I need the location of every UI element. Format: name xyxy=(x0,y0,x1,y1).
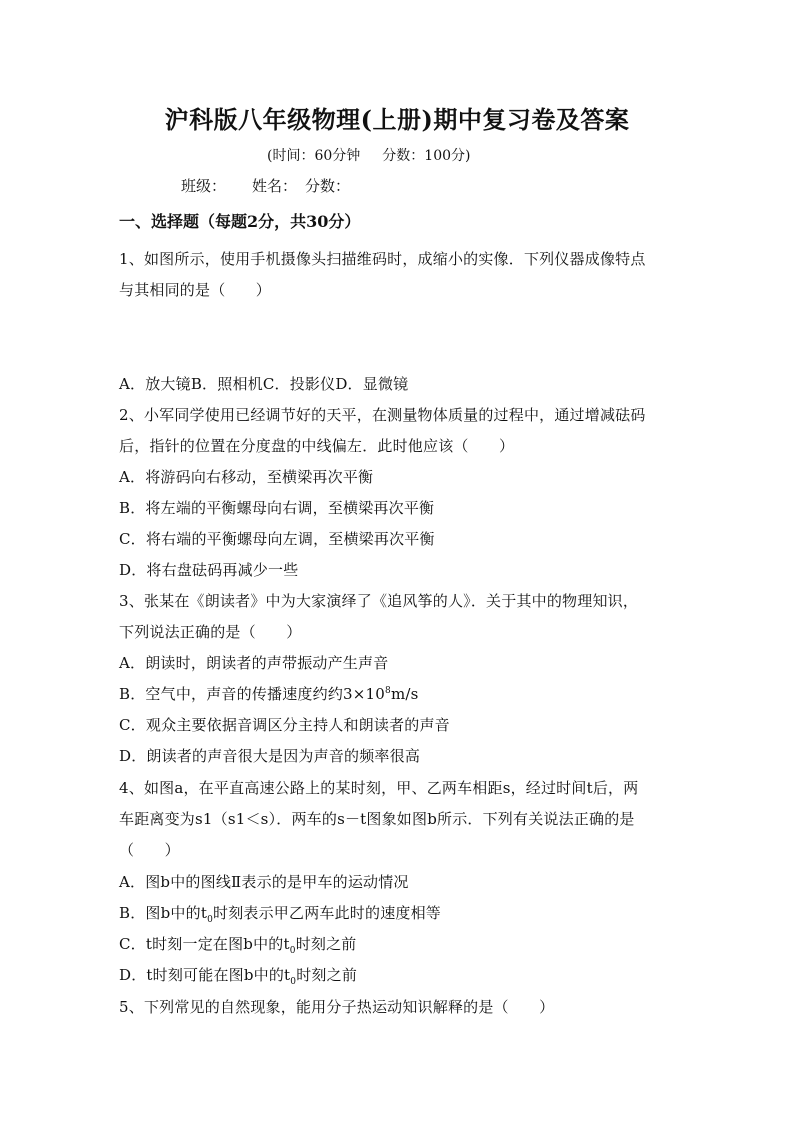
page-title: 沪科版八年级物理(上册)期中复习卷及答案 xyxy=(164,105,630,134)
q4-stem-line1: 4、如图a，在平直高速公路上的某时刻，甲、乙两车相距s，经过时间t后，两 xyxy=(119,779,639,797)
q3-option-a: A．朗读时，朗读者的声带振动产生声音 xyxy=(119,654,389,672)
q3-option-b-unit: m/s xyxy=(390,685,419,703)
q4-option-c xyxy=(119,933,357,956)
q4-option-c-subscript: 0 xyxy=(289,946,296,956)
q3-option-b xyxy=(119,683,419,704)
q4-stem-line3: （ ） xyxy=(119,841,180,859)
q4-option-d xyxy=(119,964,357,987)
q1-stem-line1: 1、如图所示，使用手机摄像头扫描维码时，成缩小的实像．下列仪器成像特点 xyxy=(119,250,646,268)
q4-option-c-rest: 时刻之前 xyxy=(295,935,357,953)
exam-total-score: 分数：100分) xyxy=(382,148,471,164)
q2-option-d: D．将右盘砝码再减少一些 xyxy=(119,561,299,579)
q4-option-b-text: B．图b中的t xyxy=(119,904,208,922)
q4-option-b-subscript: 0 xyxy=(207,915,213,925)
q4-option-b-rest: 时刻表示甲乙两车此时的速度相等 xyxy=(213,904,442,922)
section-heading: 一、选择题（每题2分，共30分） xyxy=(119,212,361,231)
q4-stem-line2: 车距离变为s1（s1＜s）．两车的s－t图象如图b所示．下列有关说法正确的是 xyxy=(119,810,635,828)
q2-option-c: C．将右端的平衡螺母向左调，至横梁再次平衡 xyxy=(119,530,435,548)
q4-option-d-text: D．t时刻可能在图b中的t xyxy=(119,966,291,984)
q2-stem-line2: 后，指针的位置在分度盘的中线偏左．此时他应该（ ） xyxy=(119,437,515,455)
q3-option-b-exponent: 8 xyxy=(385,686,391,696)
q2-option-a: A．将游码向右移动，至横梁再次平衡 xyxy=(119,468,374,486)
q3-stem-line1: 3、张某在《朗读者》中为大家演绎了《追风筝的人》．关于其中的物理知识， xyxy=(119,592,639,610)
exam-meta xyxy=(267,145,470,165)
q4-option-c-text: C．t时刻一定在图b中的t xyxy=(119,935,290,953)
q3-option-b-text: B．空气中，声音的传播速度约约3×10 xyxy=(119,685,386,703)
q2-option-b: B．将左端的平衡螺母向右调，至横梁再次平衡 xyxy=(119,499,435,517)
q5-stem-line1: 5、下列常见的自然现象，能用分子热运动知识解释的是（ ） xyxy=(119,998,555,1016)
exam-time: (时间：60分钟 xyxy=(267,148,361,164)
class-label: 班级： xyxy=(181,177,227,195)
name-label: 姓名： xyxy=(252,177,298,195)
q4-option-a: A．图b中的图线Ⅱ表示的是甲车的运动情况 xyxy=(119,873,409,891)
score-label: 分数： xyxy=(305,177,351,195)
student-info xyxy=(181,175,376,196)
q4-option-d-rest: 时刻之前 xyxy=(296,966,358,984)
q2-stem-line1: 2、小军同学使用已经调节好的天平，在测量物体质量的过程中，通过增减砝码 xyxy=(119,406,646,424)
q4-option-d-subscript: 0 xyxy=(290,977,297,987)
q4-option-b xyxy=(119,902,441,925)
q1-stem-line2: 与其相同的是（ ） xyxy=(119,281,272,299)
q3-option-d: D．朗读者的声音很大是因为声音的频率很高 xyxy=(119,747,421,765)
q3-stem-line2: 下列说法正确的是（ ） xyxy=(119,623,302,641)
q1-options: A．放大镜B．照相机C．投影仪D．显微镜 xyxy=(119,375,409,393)
q3-option-c: C．观众主要依据音调区分主持人和朗读者的声音 xyxy=(119,716,450,734)
